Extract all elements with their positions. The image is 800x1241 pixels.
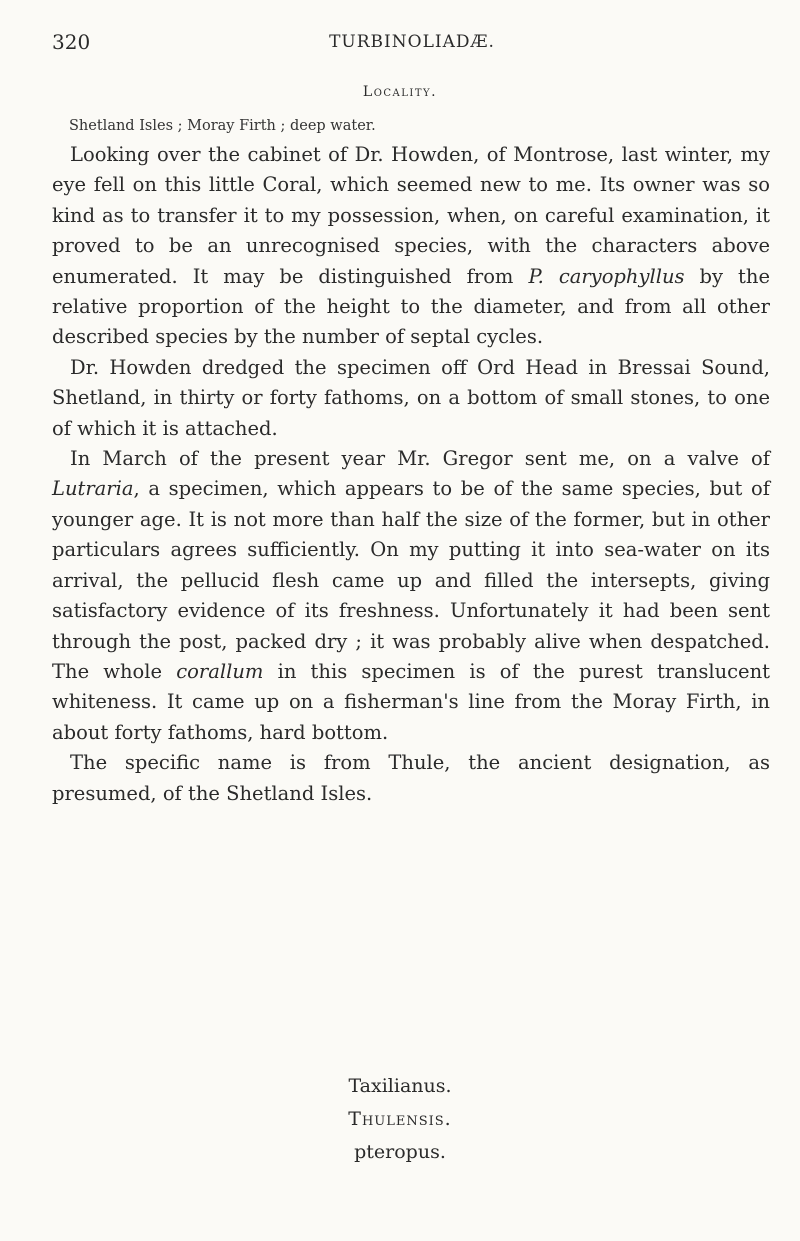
paragraph-1-text-a: Looking over the cabinet of Dr. Howden, of Montrose, last winter, my eye fell on this little Coral, which seemed new to me. Its owner was so kind as to transfer it to my possession, when, on careful examination, it proved to be an unrecognised species, with the characters above enumerated. It may be distinguished from [52,143,770,288]
name-line-1: Taxilianus. [348,1075,452,1097]
paragraph-2: Dr. Howden dredged the specimen off Ord Head in Bressai Sound, Shetland, in thirty or forty fathoms, on a bottom of small stones, to one of which it is attached. [52,355,770,440]
paragraph-3-text-a: In March of the present year Mr. Gregor sent me, on a valve of [70,447,770,471]
genus-name-italic: Lutraria [52,477,134,501]
running-title: TURBINOLIADÆ. [329,32,495,52]
locality-heading: Locality. [362,84,438,100]
paragraph-3-text-b: , a specimen, which appears to be of the same species, but of younger age. It is not more than half the size of the former, but in other particulars agrees sufficiently. On my putting it into sea-water on its arrival, the pellucid flesh came up and filled the intersepts, giving satisfactory evidence of its freshness. Unfortunately it had been sent through the post, packed dry ; it was probably alive when despatched. The whole [52,477,770,683]
term-italic: corallum [176,659,264,683]
paragraph-1 [52,140,770,353]
name-line-2: Thulensis. [348,1108,452,1130]
paragraph-1-text-b: by the relative proportion of the height to the diameter, and from all other described species by the number of septal cycles. [52,264,770,349]
name-line-3: pteropus. [354,1141,446,1163]
body-text [52,140,770,809]
paragraph-3-text-c: in this specimen is of the purest translucent whiteness. It came up on a fisherman's line from the Moray Firth, in about forty fathoms, hard bottom. [52,659,770,744]
page-number: 320 [52,30,91,54]
paragraph-3 [52,444,770,748]
species-names [0,1070,800,1169]
paragraph-4: The specific name is from Thule, the ancient designation, as presumed, of the Shetland Isles. [52,751,770,805]
locality-text: Shetland Isles ; Moray Firth ; deep water. [69,118,376,134]
species-name-italic: P. caryophyllus [528,264,685,288]
running-head [52,30,772,58]
